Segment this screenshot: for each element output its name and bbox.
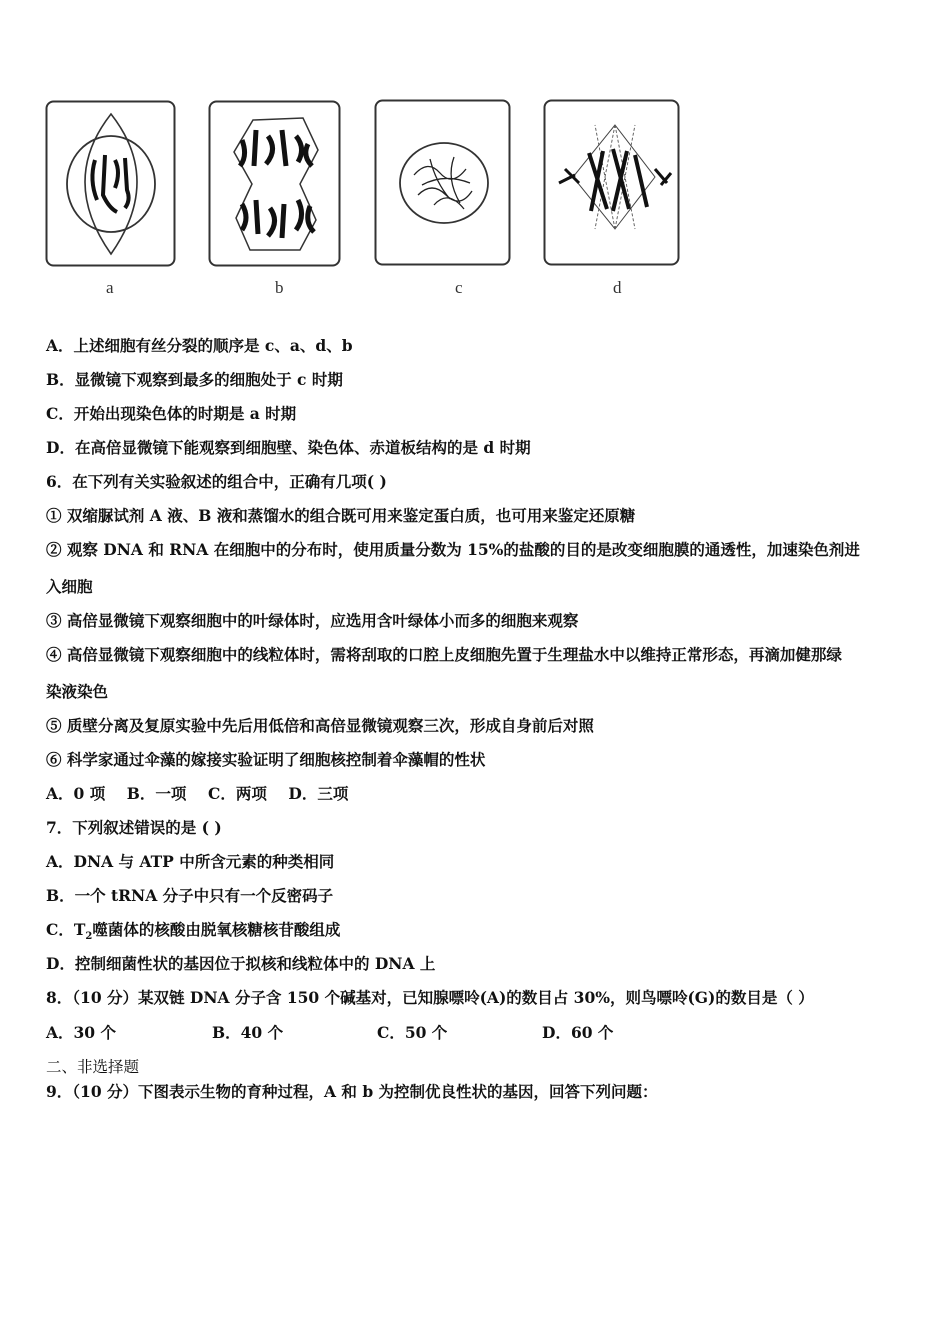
cell-prophase-spindle-icon: [543, 99, 681, 267]
q5-option-c: C．开始出现染色体的时期是 a 时期: [46, 404, 297, 423]
q5-option-b: B．显微镜下观察到最多的细胞处于 c 时期: [46, 370, 343, 389]
q8-options: [46, 1023, 613, 1043]
q7-option-d: D．控制细菌性状的基因位于拟核和线粒体中的 DNA 上: [46, 954, 436, 973]
q6-item-4: ④ 高倍显微镜下观察细胞中的线粒体时，需将刮取的口腔上皮细胞先置于生理盐水中以维持正常形态，再滴加健那绿: [46, 645, 842, 664]
section-heading: 二、非选择题: [46, 1058, 140, 1076]
q8-option-d: D．60 个: [542, 1023, 614, 1042]
q8-stem: 8．（10 分）某双链 DNA 分子含 150 个碱基对，已知腺嘌呤(A)的数目占 30%，则鸟嘌呤(G)的数目是（ ）: [46, 988, 814, 1007]
q9-stem: 9．（10 分）下图表示生物的育种过程，A 和 b 为控制优良性状的基因，回答下列问题：: [46, 1082, 658, 1101]
figure-label-d: d: [613, 278, 622, 297]
q6-item-2: ② 观察 DNA 和 RNA 在细胞中的分布时，使用质量分数为 15%的盐酸的目的是改变细胞膜的通透性，加速染色剂进: [46, 540, 860, 559]
q6-options: A．0 项 B．一项 C．两项 D．三项: [46, 784, 349, 803]
figure-label-b: b: [275, 278, 284, 297]
q8-option-a: A．30 个: [46, 1023, 116, 1042]
q7-option-c: [46, 920, 340, 947]
q7-option-a: A．DNA 与 ATP 中所含元素的种类相同: [46, 852, 335, 871]
cell-interphase-icon: [374, 99, 512, 267]
q6-item-5: ⑤ 质壁分离及复原实验中先后用低倍和高倍显微镜观察三次，形成自身前后对照: [46, 716, 594, 735]
q6-item-4-cont: 染液染色: [46, 682, 109, 701]
figure-d: [543, 99, 681, 267]
figure-label-a: a: [106, 278, 114, 297]
q7-option-c-subscript: 2: [85, 931, 93, 943]
q5-option-d: D．在高倍显微镜下能观察到细胞壁、染色体、赤道板结构的是 d 时期: [46, 438, 531, 457]
q8-option-c: C．50 个: [377, 1023, 448, 1042]
q7-stem: 7．下列叙述错误的是 ( ): [46, 818, 222, 837]
q7-option-c-suffix: 噬菌体的核酸由脱氧核糖核苷酸组成: [92, 920, 341, 939]
q7-option-b: B．一个 tRNA 分子中只有一个反密码子: [46, 886, 334, 905]
cell-division-figures: [0, 0, 950, 310]
figure-label-c: c: [455, 278, 463, 297]
q6-item-1: ① 双缩脲试剂 A 液、B 液和蒸馏水的组合既可用来鉴定蛋白质，也可用来鉴定还原糖: [46, 506, 636, 525]
q6-item-6: ⑥ 科学家通过伞藻的嫁接实验证明了细胞核控制着伞藻帽的性状: [46, 750, 486, 769]
q8-option-b: B．40 个: [212, 1023, 284, 1042]
q7-option-c-prefix: C．T: [46, 920, 86, 939]
figure-a: [45, 100, 177, 268]
cell-telophase-icon: [208, 100, 342, 268]
cell-metaphase-spindle-icon: [45, 100, 177, 268]
figure-b: [208, 100, 342, 268]
q5-option-a: A．上述细胞有丝分裂的顺序是 c、a、d、b: [46, 336, 353, 355]
figure-c: [374, 99, 512, 267]
q6-item-2-cont: 入细胞: [46, 577, 93, 596]
q6-item-3: ③ 高倍显微镜下观察细胞中的叶绿体时，应选用含叶绿体小而多的细胞来观察: [46, 611, 579, 630]
q6-stem: 6．在下列有关实验叙述的组合中，正确有几项( ): [46, 472, 387, 491]
